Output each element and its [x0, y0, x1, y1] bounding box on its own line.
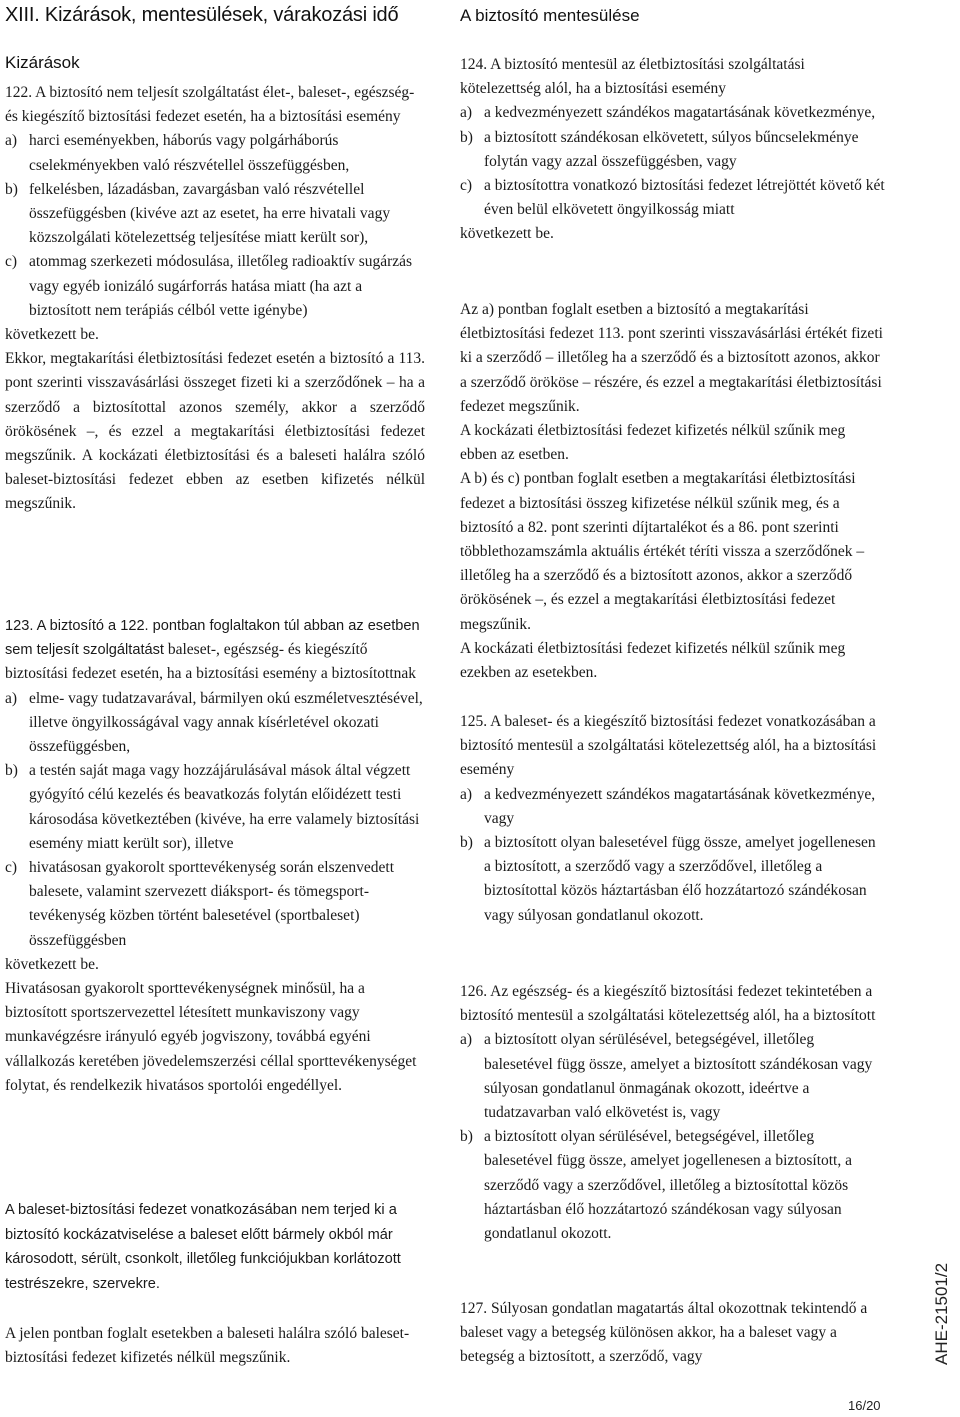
clause-123-list: [5, 687, 425, 953]
clause-125-list: [460, 783, 885, 928]
list-marker: c): [460, 177, 473, 195]
list-item-text: a biztosított olyan sérülésével, betegségével, illetőleg balesetével függ össze, amelyet jogellenesen a biztosított, a szerződő vagy a szerződővel, illetőleg a biztosítottal közös háztartásban élő hozzátartozó szándékosan vagy súlyosan gondatlanul okozott.: [484, 1128, 852, 1243]
clause-126: [460, 980, 885, 1246]
clause-124-para2: Az a) pontban foglalt esetben a biztosító a megtakarítási életbiztosítási fedezet 113. pont szerinti visszavásárlási értékét fizeti ki a szerződő – illetőleg ha a szerződő és a biztosított azonos, akkor a szerződő örököse – részére, és ezzel a megtakarítási életbiztosítási fedezet megszűnik.: [460, 301, 883, 415]
clause-124-para5: A kockázati életbiztosítási fedezet kifizetés nélkül szűnik meg ezekben az esetekben.: [460, 639, 846, 682]
list-item: [5, 687, 425, 760]
list-item-text: atommag szerkezeti módosulása, illetőleg radioaktív sugárzás vagy egyéb ionizáló sugárforrás hatása miatt (ha azt a biztosított nem terápiás célból vette igénybe): [29, 253, 413, 319]
list-item-text: a testén saját maga vagy hozzájárulásával mások által végzett gyógyító célú kezelés és beavatkozás folytán előidézett testi károsodása következtében (kivéve, ha erre valamely biztosítási esemény miatt került sor), illetve: [29, 762, 420, 852]
list-item: [5, 178, 425, 251]
clause-122-intro: 122. A biztosító nem teljesít szolgáltatást élet-, baleset-, egészség- és kiegészítő biztosítási fedezet esetén, ha a biztosítási esemény: [5, 84, 415, 126]
list-item: [5, 759, 425, 856]
list-marker: a): [460, 104, 473, 122]
clause-124-continued: [460, 298, 885, 685]
list-item: [460, 831, 885, 928]
list-item: [5, 856, 425, 953]
clause-122-para2: Ekkor, megtakarítási életbiztosítási fedezet esetén a biztosító a 113. pont szerinti visszavásárlási összeget fizeti ki a szerződőnek – ha a szerződő a biztosítottal azonos személy, akkor a szerződő örökösének –, és ezzel a megtakarítási életbiztosítási fedezet megszűnik. A kockázati életbiztosítási és a baleseti halálra szóló baleset-biztosítási fedezet ebben az esetben kifizetés nélkül megszűnik.: [5, 350, 425, 513]
clause-124-para4: A b) és c) pontban foglalt esetben a megtakarítási életbiztosítási fedezet a biztosítási összeg kifizetése nélkül szűnik meg, és a biztosító a 82. pont szerinti díjtartalékot és a 86. pont szerinti többlethozamszámla aktuális értékét téríti vissza a szerződőnek – illetőleg ha a szerződő és a biztosított azonos, akkor a szerződő örökösének –, és ezzel a megtakarítási életbiztosítási fedezet megszűnik.: [460, 470, 865, 633]
document-code-vertical: [932, 1262, 960, 1375]
section-title-exemption: A biztosító mentesülése: [460, 6, 640, 25]
clause-122-outro: következett be.: [5, 326, 99, 344]
section-title-exclusions: Kizárások: [5, 53, 80, 72]
list-item-text: a kedvezményezett szándékos magatartásának következménye,: [484, 104, 876, 122]
clause-123-para2: Hivatásosan gyakorolt sporttevékenységnek minősül, ha a biztosított sportszervezettel létesített munkaviszony vagy munkavégzésre irányuló egyéb jogviszony, továbbá egyéni vállalkozás keretében jövedelemszerzési céllal sporttevékenységet folytat, és rendelkezik hivatásos sportolói engedéllyel.: [5, 980, 417, 1094]
clause-124-para3: A kockázati életbiztosítási fedezet kifizetés nélkül szűnik meg ebben az esetben.: [460, 422, 846, 464]
list-item: [460, 1125, 885, 1246]
clause-124-list: [460, 101, 885, 222]
list-item: [460, 126, 885, 174]
clause-124-intro: 124. A biztosító mentesül az életbiztosítási szolgáltatási kötelezettség alól, ha a biztosítási esemény: [460, 56, 805, 98]
list-item-text: a biztosított olyan sérülésével, betegségével, illetőleg balesetével függ össze, amelyet a biztosított szándékosan vagy súlyosan gondatlanul önmagának okozott, ideértve a tudatzavarban való elkövetést is, vagy: [484, 1031, 873, 1122]
list-marker: b): [5, 762, 18, 780]
clause-123-intro-highlight: 123. A biztosító a 122. pontban foglaltakon túl abban az esetben sem teljesít szolgáltatást: [5, 618, 420, 659]
list-item: [5, 250, 425, 323]
list-item-text: a kedvezményezett szándékos magatartásának következménye, vagy: [484, 785, 876, 827]
list-item-text: hivatásosan gyakorolt sporttevékenység során elszenvedett balesete, valamint szervezett diáksport- és tömegsport-tevékenység közben történt balesetével (sportbaleset) összefüggésben: [29, 859, 394, 949]
document-code: AHE-21501/2: [932, 1262, 951, 1365]
list-marker: c): [5, 253, 18, 271]
clause-123-intro: [5, 614, 425, 687]
list-item-text: a biztosított olyan balesetével függ össze, amelyet jogellenesen a biztosított, a szerződő vagy a szerződővel, illetőleg a biztosítottal közös háztartásban élő hozzátartozó szándékosan vagy súlyosan gondatlanul okozott.: [484, 834, 876, 924]
list-item: [460, 783, 885, 831]
clause-123-para3: A baleset-biztosítási fedezet vonatkozásában nem terjed ki a biztosító kockázatviselése a baleset előtt bármely okból már károsodott, sérült, csonkolt, illetőleg funkciójukban korlátozott testrészekre, szervekre.: [5, 1202, 401, 1292]
clause-125: [460, 710, 885, 928]
clause-123-para4: A jelen pontban foglalt esetekben a baleseti halálra szóló baleset-biztosítási fedezet kifizetés nélkül megszűnik.: [5, 1325, 410, 1367]
clause-126-intro: 126. Az egészség- és a kiegészítő biztosítási fedezet tekintetében a biztosító mentesül a szolgáltatási kötelezettség alól, ha a biztosított: [460, 983, 876, 1025]
clause-123-outro: következett be.: [5, 955, 99, 973]
list-marker: a): [460, 785, 473, 803]
list-marker: a): [5, 689, 18, 707]
list-marker: b): [460, 834, 473, 852]
list-item-text: a biztosítottra vonatkozó biztosítási fedezet létrejöttét követő két éven belül elkövetett öngyilkosság miatt: [484, 177, 885, 219]
list-item: [460, 174, 885, 222]
list-item-text: harci eseményekben, háborús vagy polgárháborús cselekményekben való részvétellel összefüggésben,: [29, 132, 350, 174]
clause-122: [5, 81, 425, 517]
clause-124: [460, 53, 885, 247]
list-marker: c): [5, 859, 18, 877]
list-marker: a): [5, 132, 18, 150]
clause-124-outro: következett be.: [460, 225, 554, 243]
list-marker: b): [5, 180, 18, 198]
clause-125-intro: 125. A baleset- és a kiegészítő biztosítási fedezet vonatkozásában a biztosító mentesül a szolgáltatási kötelezettség alól, ha a biztosítási esemény: [460, 713, 877, 779]
clause-126-list: [460, 1028, 885, 1246]
list-marker: a): [460, 1031, 473, 1049]
list-item-text: felkelésben, lázadásban, zavargásban való részvétellel összefüggésben (kivéve azt az esetet, ha erre hivatali vagy közszolgálati kötelezettség teljesítése miatt került sor),: [29, 180, 391, 247]
list-marker: b): [460, 1128, 473, 1146]
list-item-text: elme- vagy tudatzavarával, bármilyen okú eszméletvesztésével, illetve öngyilkosságával vagy annak kísérletével okozati összefüggésben,: [29, 689, 423, 756]
list-item: [460, 101, 885, 125]
chapter-title: XIII. Kizárások, mentesülések, várakozási idő: [5, 4, 399, 26]
page-number: 16/20: [848, 1398, 881, 1413]
list-item: [5, 129, 425, 177]
clause-123: [5, 614, 425, 1098]
list-marker: b): [460, 128, 473, 146]
list-item-text: a biztosított szándékosan elkövetett, súlyos bűncselekménye folytán vagy azzal összefüggésben, vagy: [484, 128, 859, 170]
list-item: [460, 1028, 885, 1125]
clause-123-intro-rest: baleset-, egészség- és kiegészítő biztosítási fedezet esetén, ha a biztosítási esemény a biztosítottnak: [5, 641, 417, 683]
clause-127: 127. Súlyosan gondatlan magatartás által okozottnak tekintendő a baleset vagy a betegség különösen akkor, ha a baleset vagy a betegség a biztosított, a szerződő, vagy: [460, 1300, 868, 1366]
clause-122-list: [5, 129, 425, 323]
